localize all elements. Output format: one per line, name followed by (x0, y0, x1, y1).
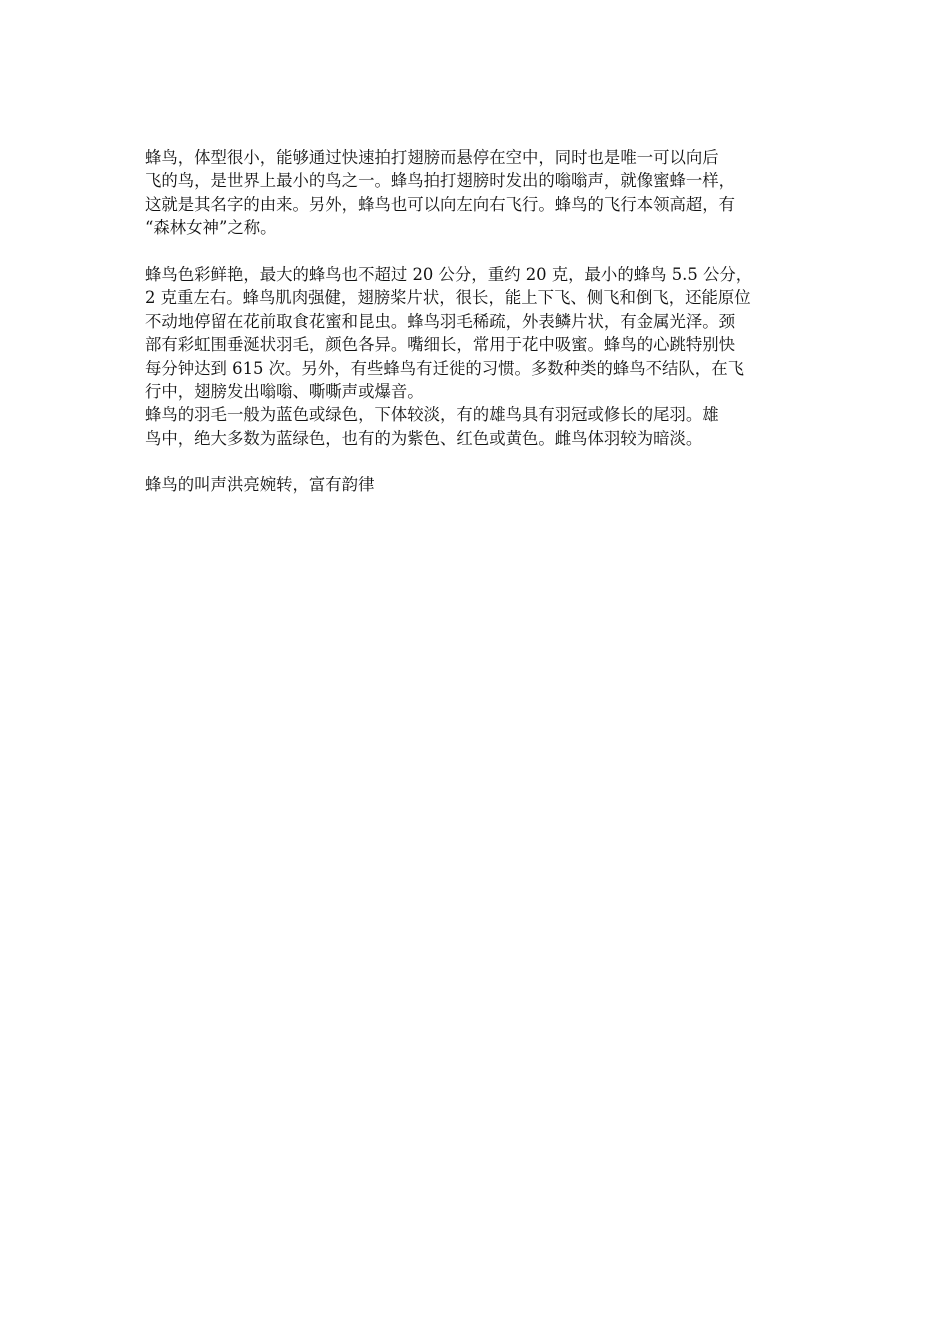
text-line: 蜂鸟的叫声洪亮婉转，富有韵律 (145, 475, 375, 495)
text-line: “森林女神”之称。 (145, 218, 277, 238)
paragraph-spacer (145, 240, 835, 263)
text-line: 每分钟达到 615 次。另外，有些蜂鸟有迁徙的习惯。多数种类的蜂鸟不结队，在飞 (145, 358, 744, 378)
text-line: 这就是其名字的由来。另外，蜂鸟也可以向左向右飞行。蜂鸟的飞行本领高超，有 (145, 194, 736, 214)
paragraph-plumage (145, 403, 835, 450)
paragraph-spacer (145, 450, 835, 473)
text-line: 不动地停留在花前取食花蜜和昆虫。蜂鸟羽毛稀疏，外表鳞片状，有金属光泽。颈 (145, 311, 736, 331)
paragraph-intro (145, 146, 835, 240)
paragraph-call (145, 473, 835, 496)
text-line: 部有彩虹围垂涎状羽毛，颜色各异。嘴细长，常用于花中吸蜜。蜂鸟的心跳特别快 (145, 335, 736, 355)
document-body (145, 146, 835, 497)
text-line: 蜂鸟的羽毛一般为蓝色或绿色，下体较淡，有的雄鸟具有羽冠或修长的尾羽。雄 (145, 405, 719, 425)
text-line: 蜂鸟，体型很小，能够通过快速拍打翅膀而悬停在空中，同时也是唯一可以向后 (145, 148, 719, 167)
text-line: 飞的鸟，是世界上最小的鸟之一。蜂鸟拍打翅膀时发出的嗡嗡声，就像蜜蜂一样， (145, 171, 736, 191)
text-line: 蜂鸟色彩鲜艳，最大的蜂鸟也不超过 20 公分，重约 20 克，最小的蜂鸟 5.5 公分， (145, 264, 753, 284)
paragraph-appearance (145, 263, 835, 403)
text-line: 行中，翅膀发出嗡嗡、嘶嘶声或爆音。 (145, 381, 424, 401)
text-line: 鸟中，绝大多数为蓝绿色，也有的为紫色、红色或黄色。雌鸟体羽较为暗淡。 (145, 428, 703, 448)
text-line: 2 克重左右。蜂鸟肌肉强健，翅膀桨片状，很长，能上下飞、侧飞和倒飞，还能原位 (145, 288, 751, 308)
